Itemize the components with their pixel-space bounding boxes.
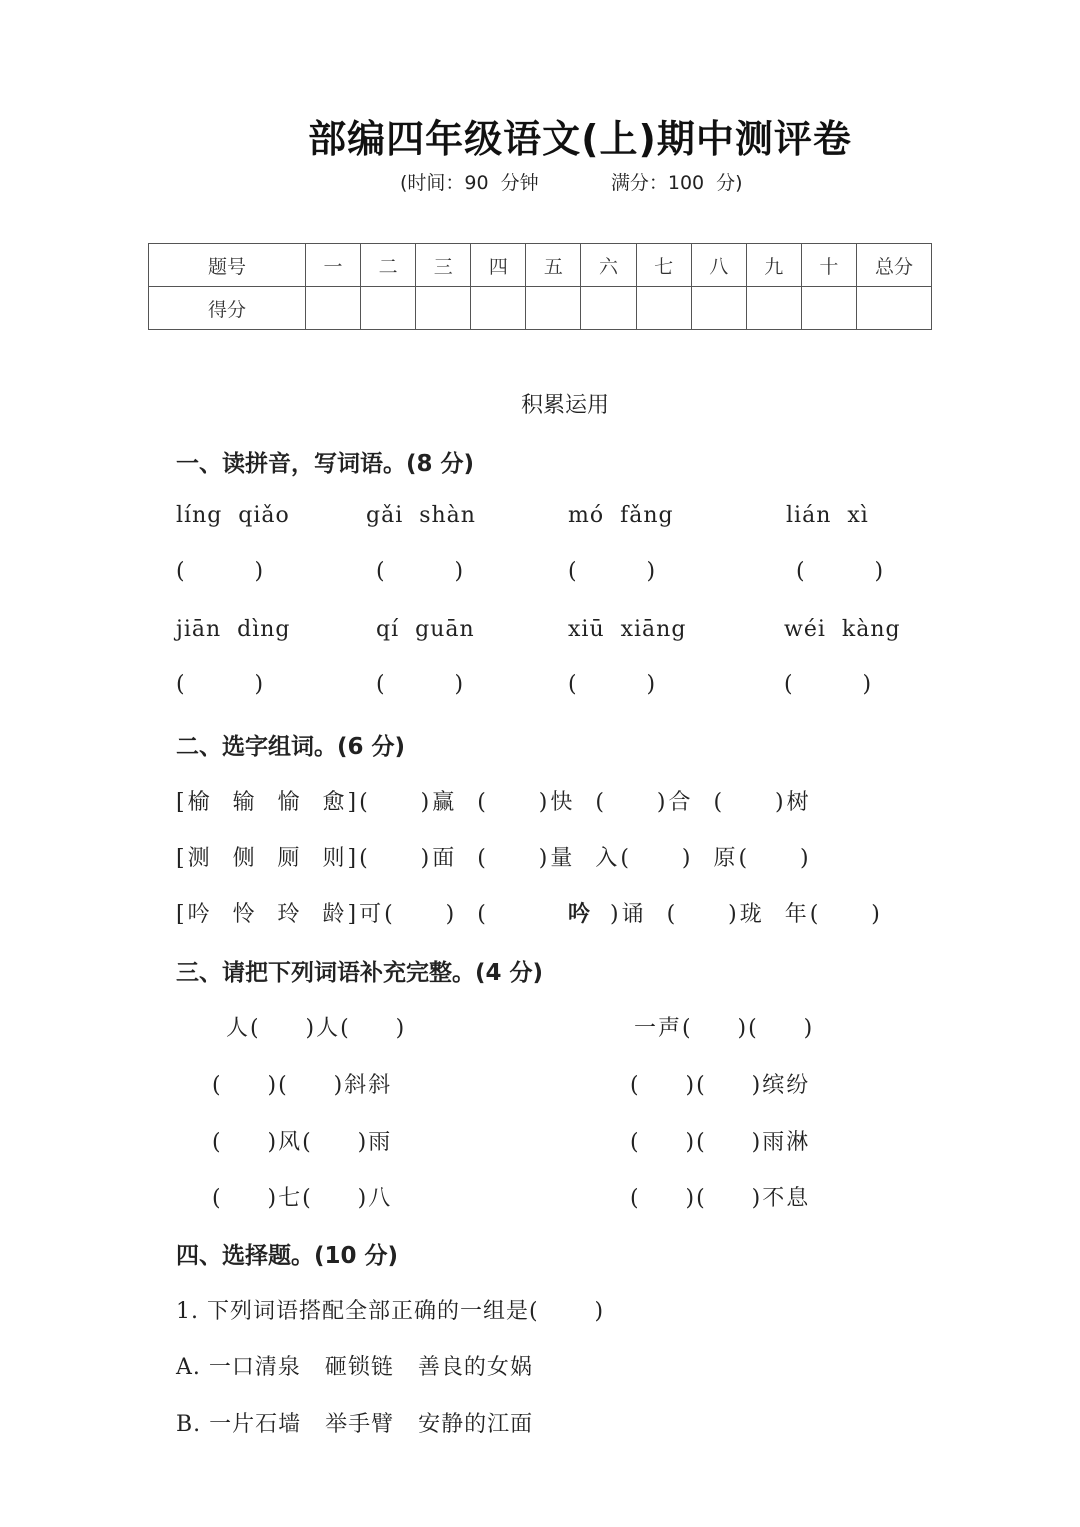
answer-blank[interactable]: ( ) [796, 559, 884, 584]
score-cell [471, 287, 526, 330]
score-cell [361, 287, 416, 330]
answer-blank[interactable]: ( ) [568, 672, 656, 697]
answer-blank[interactable]: ( ) [176, 559, 264, 584]
answer-blank[interactable]: ( ) [376, 672, 464, 697]
q4-question: 1. 下列词语搭配全部正确的一组是( ) [176, 1299, 605, 1324]
table-cell: 得分 [149, 287, 306, 330]
q2-line: [榆 输 愉 愈]( )赢 ( )快 ( )合 ( )树 [176, 790, 812, 815]
q3-item: ( )( )雨淋 [630, 1130, 811, 1155]
section-title: 积累运用 [520, 393, 609, 418]
score-cell [416, 287, 471, 330]
q3-item: 人( )人( ) [226, 1016, 407, 1041]
q4-option-b[interactable]: B. 一片石墙 举手臂 安静的江面 [176, 1412, 534, 1437]
q3-item: ( )( )缤纷 [630, 1073, 811, 1098]
pinyin-item: wéi kàng [784, 617, 901, 642]
score-cell [526, 287, 581, 330]
table-cell: 九 [746, 244, 801, 287]
score-cell [857, 287, 932, 330]
exam-info: (时间：90 分钟 满分：100 分) [400, 172, 743, 194]
table-cell: 十 [801, 244, 856, 287]
q2-line: )诵 ( )珑 年( ) [610, 902, 883, 927]
table-cell: 一 [306, 244, 361, 287]
q3-item: ( )( )不息 [630, 1186, 811, 1211]
table-cell: 二 [361, 244, 416, 287]
score-table-score-row [149, 287, 932, 330]
answer-blank[interactable]: ( ) [568, 559, 656, 584]
score-cell [746, 287, 801, 330]
pinyin-item: gǎi shàn [366, 503, 476, 528]
table-cell: 三 [416, 244, 471, 287]
pinyin-item: mó fǎng [568, 503, 674, 528]
q3-item: ( )七( )八 [212, 1186, 393, 1211]
pinyin-item: lián xì [786, 503, 869, 528]
score-table [148, 243, 932, 330]
pinyin-item: xiū xiāng [568, 617, 687, 642]
score-table-header-row [149, 244, 932, 287]
q3-item: ( )( )斜斜 [212, 1073, 393, 1098]
answer-blank[interactable]: ( ) [784, 672, 872, 697]
answer-blank[interactable]: ( ) [176, 672, 264, 697]
q3-heading: 三、请把下列词语补充完整。(4 分) [176, 960, 544, 986]
pinyin-item: qí guān [376, 617, 475, 642]
q1-heading: 一、读拼音，写词语。(8 分) [176, 451, 475, 477]
score-cell [306, 287, 361, 330]
answer-blank[interactable]: ( ) [376, 559, 464, 584]
q2-heading: 二、选字组词。(6 分) [176, 734, 406, 760]
table-cell: 七 [636, 244, 691, 287]
q3-item: 一声( )( ) [634, 1016, 815, 1041]
q2-line: [测 侧 厕 则]( )面 ( )量 入( ) 原( ) [176, 846, 812, 871]
page-title: 部编四年级语文(上)期中测评卷 [308, 117, 852, 161]
q3-item: ( )风( )雨 [212, 1130, 393, 1155]
score-cell [691, 287, 746, 330]
table-cell: 六 [581, 244, 636, 287]
score-cell [636, 287, 691, 330]
table-cell: 五 [526, 244, 581, 287]
table-cell: 题号 [149, 244, 306, 287]
q4-option-a[interactable]: A. 一口清泉 砸锁链 善良的女娲 [176, 1355, 533, 1380]
q4-heading: 四、选择题。(10 分) [176, 1243, 399, 1269]
score-cell [581, 287, 636, 330]
table-cell: 四 [471, 244, 526, 287]
pinyin-item: jiān dìng [176, 617, 291, 642]
table-cell: 八 [691, 244, 746, 287]
table-cell: 总分 [857, 244, 932, 287]
q2-line: [吟 怜 玲 龄]可( ) ( [176, 902, 489, 927]
score-cell [801, 287, 856, 330]
q2-example-answer: 吟 [568, 901, 591, 927]
pinyin-item: líng qiǎo [176, 503, 290, 528]
